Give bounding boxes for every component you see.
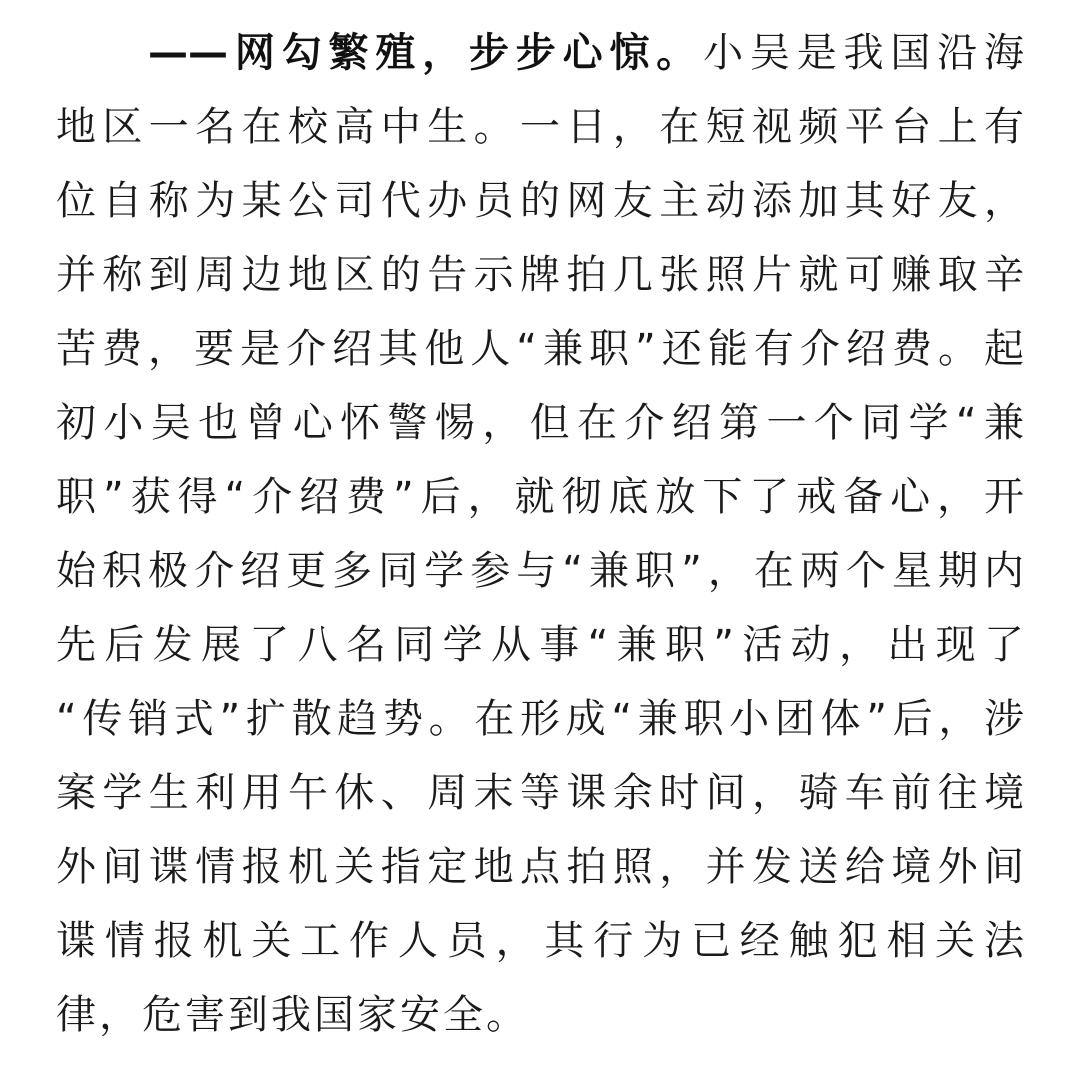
article-line-6: 初小吴也曾心怀警惕，但在介绍第一个同学“兼 <box>56 400 1024 446</box>
article-line-12: 外间谍情报机关指定地点拍照，并发送给境外间 <box>56 844 1024 890</box>
article-line-3: 位自称为某公司代办员的网友主动添加其好友， <box>56 178 1024 224</box>
article-line-1 <box>148 18 1024 88</box>
article-line-9: 先后发展了八名同学从事“兼职”活动，出现了 <box>56 622 1024 668</box>
article-line-11: 案学生利用午休、周末等课余时间，骑车前往境 <box>56 770 1024 816</box>
article-line-7: 职”获得“介绍费”后，就彻底放下了戒备心，开 <box>56 474 1024 520</box>
article-line-14: 律，危害到我国家安全。 <box>56 992 529 1038</box>
article-line-10: “传销式”扩散趋势。在形成“兼职小团体”后，涉 <box>56 696 1024 742</box>
article-line-8: 始积极介绍更多同学参与“兼职”，在两个星期内 <box>56 548 1024 594</box>
article-line-5: 苦费，要是介绍其他人“兼职”还能有介绍费。起 <box>56 326 1024 372</box>
article-line-4: 并称到周边地区的告示牌拍几张照片就可赚取辛 <box>56 252 1024 298</box>
article-lead-heading: ——网勾繁殖，步步心惊。 <box>148 30 704 76</box>
article-line-2: 地区一名在校高中生。一日，在短视频平台上有 <box>56 104 1024 150</box>
article-line-text: 小吴是我国沿海 <box>703 30 1024 76</box>
article-line-13: 谍情报机关工作人员，其行为已经触犯相关法 <box>56 918 1024 964</box>
